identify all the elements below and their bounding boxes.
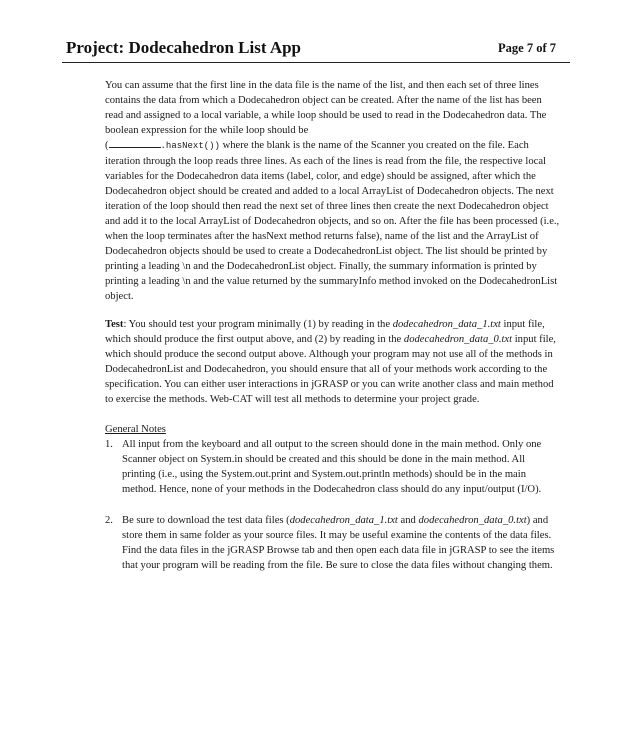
note-file-1: dodecahedron_data_1.txt [289, 515, 398, 526]
note-text-c: ) and store them in same folder as your source files. It may be useful examine the contents of the data files. Find the data files in the jGRASP Browse tab and then open each data file in jGRASP to see the items that your program will be reading from the file. Be sure to close the data files without changing them. [122, 515, 555, 571]
note-text: All input from the keyboard and all output to the screen should done in the main method. Only one Scanner object on System.in should be created and this should be done in the main method. All printing (i.e., using the System.out.print and System.out.println methods) should be in the main method. Hence, none of your methods in the Dodecahedron class should do any input/output (I/O). [122, 439, 542, 495]
test-label: Test [105, 319, 124, 330]
note-number: 1. [105, 439, 113, 450]
note-item-2 [105, 513, 560, 573]
paragraph-test [105, 317, 560, 407]
note-text-a: Be sure to download the test data files ( [122, 515, 290, 526]
test-file-1: dodecahedron_data_1.txt [392, 319, 501, 330]
document-body [105, 78, 560, 573]
note-number: 2. [105, 515, 113, 526]
general-notes-heading: General Notes [105, 424, 166, 435]
para1-text-a: You can assume that the first line in the data file is the name of the list, and then each set of three lines contains the data from which a Dodecahedron object can be created. After the name of the list has been read and assigned to a local variable, a while loop should be used to read in the Dodecahedron data. The boolean expression for the while loop should be [105, 80, 547, 136]
note-file-0: dodecahedron_data_0.txt [418, 515, 527, 526]
test-text-2: input file, which should produce the first output above, and (2) by reading in the [105, 319, 545, 345]
note-text-b: and [397, 515, 419, 526]
test-text-3: input file, which should produce the second output above. Although your program may not use all of the methods in DodecahedronList and Dodecahedron, you should ensure that all of your methods work according to the specification. You can either user interactions in jGRASP or you can write another class and main method to exercise the methods. Web-CAT will test all methods to determine your project grade. [105, 334, 556, 405]
header-title: Project: Dodecahedron List App [66, 38, 302, 57]
test-text-1: : You should test your program minimally (1) by reading in the [123, 319, 393, 330]
page-header [62, 34, 570, 63]
para1-text-b: where the blank is the name of the Scanner you created on the file. Each iteration through the loop reads three lines. As each of the lines is read from the file, the respective local variables for the Dodecahedron data items (label, color, and edge) should be assigned, after which the Dodecahedron object should be created and added to a local ArrayList of Dodecahedron objects. The next iteration of the loop should then read the next set of three lines then create the next Dodecahedron object and add it to the local ArrayList of Dodecahedron objects, and so on. After the file has been processed (i.e., when the loop terminates after the hasNext method returns false), name of the list and the ArrayList of Dodecahedron objects should be used to create a DodecahedronList object. The list should be printed by printing a leading \n and the DodecahedronList object. Finally, the summary information is printed by printing a leading \n and the value returned by the summaryInfo method invoked on the DodecahedronList object. [105, 140, 560, 302]
test-file-0: dodecahedron_data_0.txt [403, 334, 513, 345]
paragraph-input-processing [105, 78, 560, 304]
note-item-1 [105, 437, 560, 497]
scanner-name-blank [109, 138, 161, 148]
hasnext-code: .hasNext()) [160, 141, 220, 151]
page-number: Page 7 of 7 [498, 41, 556, 55]
open-paren: ( [105, 140, 109, 151]
